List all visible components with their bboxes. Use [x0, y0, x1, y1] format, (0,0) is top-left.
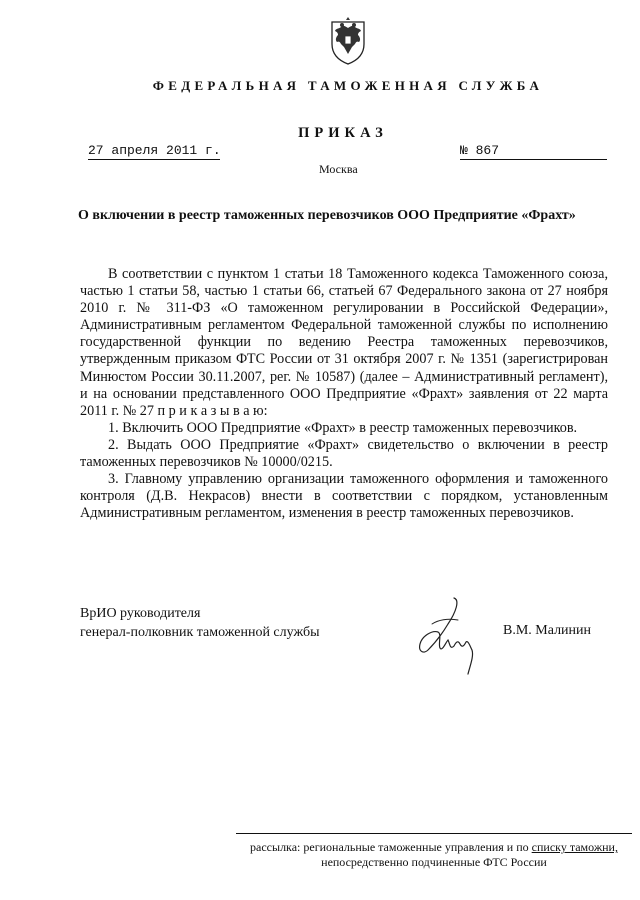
order-date: 27 апреля 2011 г. — [88, 143, 221, 158]
order-title: ПРИКАЗ — [298, 125, 388, 141]
distribution-prefix: рассылка: региональные таможенные управления и по — [250, 840, 532, 854]
distribution-line2: непосредственно подчиненные ФТС России — [321, 855, 547, 869]
distribution-list — [236, 840, 632, 870]
directive-word: п р и к а з ы в а ю: — [157, 402, 268, 419]
order-subject: О включении в реестр таможенных перевозчиков ООО Предприятие «Фрахт» — [78, 208, 576, 223]
preamble-text: В соответствии с пунктом 1 статьи 18 Таможенного кодекса Таможенного союза, частью 1 статьи 58, частью 1 статьи 66, статьей 67 Федерального закона от 27 ноября 2010 г. № 311-ФЗ «О таможенном регулировании в Российской Федерации», Административным регламентом Федеральной таможенной службы по исполнению государственной функции по ведению Реестра таможенных перевозчиков, утвержденным приказом ФТС России от 31 октября 2007 г. № 1351 (зарегистрирован Минюстом России 30.11.2007, рег. № 10587) (далее – Административный регламент), и на основании представленного ООО Предприятие «Фрахт» заявления от 22 марта 2011 г. № 27 — [80, 266, 608, 419]
order-city: Москва — [319, 162, 358, 176]
order-body — [80, 266, 608, 522]
russian-coat-of-arms-icon — [326, 14, 370, 66]
signer-position-line1: ВрИО руководителя — [80, 606, 201, 621]
order-item-1: 1. Включить ООО Предприятие «Фрахт» в реестр таможенных перевозчиков. — [108, 419, 578, 436]
signer-position-line2: генерал-полковник таможенной службы — [80, 625, 320, 640]
distribution-line1 — [236, 840, 632, 855]
signer-name: В.М. Малинин — [503, 623, 592, 638]
signer-position — [80, 604, 319, 642]
distribution-link: списку таможни, — [531, 840, 618, 854]
order-item-2: 2. Выдать ООО Предприятие «Фрахт» свидетельство о включении в реестр таможенных перевозчиков № 10000/0215. — [80, 436, 608, 471]
distribution-divider — [236, 833, 632, 834]
agency-name: ФЕДЕРАЛЬНАЯ ТАМОЖЕННАЯ СЛУЖБА — [152, 78, 544, 93]
order-item-3: 3. Главному управлению организации таможенного оформления и таможенного контроля (Д.В. Некрасов) внести в соответствии с порядком, установленным Административным регламентом, изменения в реестр таможенных перевозчиков. — [80, 471, 608, 522]
order-number: № 867 — [460, 143, 607, 160]
handwritten-signature — [404, 594, 484, 678]
preamble-paragraph — [80, 266, 608, 420]
